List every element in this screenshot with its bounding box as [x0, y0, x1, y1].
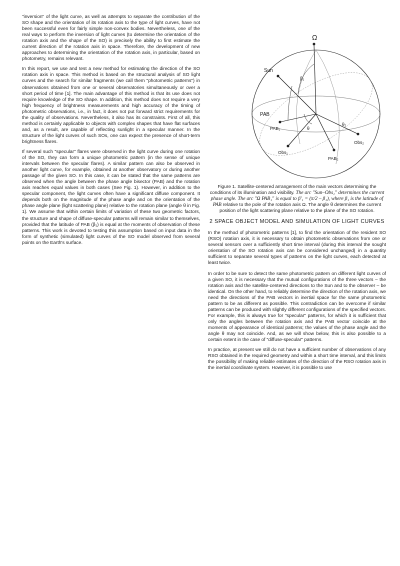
omega-point: [313, 43, 316, 46]
label-obs1: Obs₁: [278, 150, 288, 155]
obs2-point: [357, 133, 360, 136]
figure-1: [208, 14, 386, 184]
section-heading: 2 SPACE OBJECT MODEL AND SIMULATION OF LIGHT CURVES: [209, 219, 385, 226]
left-paragraph-1: "inversion" of the light curve, as well as attempts to separate the contribution of the SO shape and the orientation of its rotation axis to the type of light curves, have not been successful even for fairly simple non-convex bodies. Nevertheless, one of the real ways to perform the inversion of light curves (to determine the orientation of the rotation axis and the shape of the SO) is precisely the ability to first estimate the current direction of the rotation axis in space. Therefore, the development of new approaches to determining the orientation of the rotation axis, in particular, based on photometry, remains relevant.: [22, 14, 200, 62]
label-theta: θ: [307, 126, 310, 131]
label-pab: PAB: [260, 112, 270, 118]
label-theta2: θ₂: [342, 122, 347, 127]
omega-vector: [314, 44, 316, 114]
obs1-vector: [288, 114, 316, 146]
label-sun: Sun: [264, 68, 273, 74]
figure-caption-tail: relative to the pole of the rotation axis Ω. The angle θ determines the current position of the light scattering plane relative to the plane of the SO rotation.: [219, 202, 382, 214]
label-beta: β₁: [300, 76, 305, 81]
right-column: [208, 14, 386, 375]
figure-caption-title: Figure 1. Satellite-centered arrangement of the main vectors determining the conditions of its illumination and visibility.: [209, 184, 377, 196]
left-paragraph-2: In this report, we use and test a new method for estimating the direction of the SO rotation axis in space. This method is based on the structural analysis of SO light curves and the search for similar fragments (we call them "photometric patterns") in observations obtained from one or several observatories simultaneously or over a short period of time [1]. The main advantage of this method is that its use does not require knowledge of the SO shape. In addition, this method does not require a very high frequency of brightness measurements and high accuracy of the timing of photometric observations, i.e., in fact, it does not put forward strict requirements for the quality of observations. Nevertheless, it also has its constraints. First of all, this method is certainly applicable to objects with complex shapes that have flat surfaces and, as a result, are capable of reflecting sunlight in a specular manner. In the structure of the light curves of such SOs, one can expect the presence of short-term brightness flares.: [22, 66, 200, 144]
label-omega: Ω: [312, 35, 318, 42]
label-pab2: PAB₂: [328, 156, 339, 161]
figure-caption: [208, 184, 386, 214]
right-paragraph-2: In order to be sure to detect the same photometric pattern on different light curves of a given SO, it is necessary that the mutual configurations of the three vectors – the rotation axis and the satellite-centered directions to the Sun and to the observer – be identical. On the other hand, to reliably determine the direction of the rotation axis, we need the directions of the PAB vectors in inertial space for the same photometric pattern to be as different as possible. This contradiction can be overcome if similar patterns can be produced with slightly different configurations of the specified vectors. For example, this is always true for "specular" patterns, for which it is sufficient that only the angles between the rotation axis and the PAB vector coincide at the moments of appearance of identical patterns; the values of the phase angle and the angle θ may not coincide. And, as we will show below, this is also possible to a certain extent in the case of "diffuse-specular" patterns.: [208, 270, 386, 343]
left-paragraph-3: If several such "specular" flares were observed in the light curve during one rotation of the SO, they can form a unique photometric pattern (in the sense of unique intervals between the specular flares). A similar pattern can also be observed in another light curve, for example, obtained at another observatory or during another passage of the given SO. In this case, it can be stated that the same patterns are observed when the angle between the phase angle bisector (PAB) and the rotation axis reaches equal values in both cases (See Fig. 1). However, in addition to the specular component, the light curves often have a significant diffuse component. It depends both on the magnitude of the phase angle and on the orientation of the phase angle plane (light scattering plane) relative to the rotation plane (angle θ in Fig. 1). We assume that within certain limits of variation of these two geometric factors, the structure and shape of diffuse-specular patterns will remain similar to themselves, provided that the latitude of PAB (β₁) is equal at the moments of observation of these patterns. This work is devoted to testing this assumption based on input data in the form of synthetic (simulated) light curves of the SO model observed from several points on the Earth's surface.: [22, 148, 200, 245]
right-paragraph-3: In practice, at present we still do not have a sufficient number of observations of any RSO obtained in the required geometry and within a short time interval, and this limits the possibility of making reliable estimates of the direction of the RSO rotation axis in the inertial coordinate system. However, it is possible to use: [208, 347, 386, 371]
pab2-point: [333, 149, 336, 152]
meridian-arc-2: [316, 50, 339, 164]
sun-point: [277, 75, 280, 78]
pab1-vector: [280, 114, 316, 122]
label-obs2: Obs₂: [354, 140, 364, 145]
sun-vector: [278, 76, 316, 114]
celestial-sphere-diagram: [208, 14, 386, 184]
obs1-point: [287, 145, 290, 148]
phase-angle-arc: [288, 86, 292, 120]
right-paragraph-1: In the method of photometric patterns [1], to find the orientation of the resident SO (RSO) rotation axis, it is necessary to obtain photometric observations from one or several sensors over a sufficiently short time interval (during this interval the sought orientation of the SO rotation axis can be considered unchanged) in a quantity sufficient to separate several types of patterns on the light curves, each detected at least twice.: [208, 230, 386, 266]
label-pab1: PAB₁: [270, 126, 281, 131]
left-column: [22, 14, 200, 250]
pab1-point: [279, 121, 282, 124]
figure-caption-italic: The arc "Sun–Obs₁" determines the current phase angle. The arc "Ω PAB₁" is equal to β'₁ = (π/2 – β₁), where β₁ is the latitude of PAB: [210, 190, 385, 209]
